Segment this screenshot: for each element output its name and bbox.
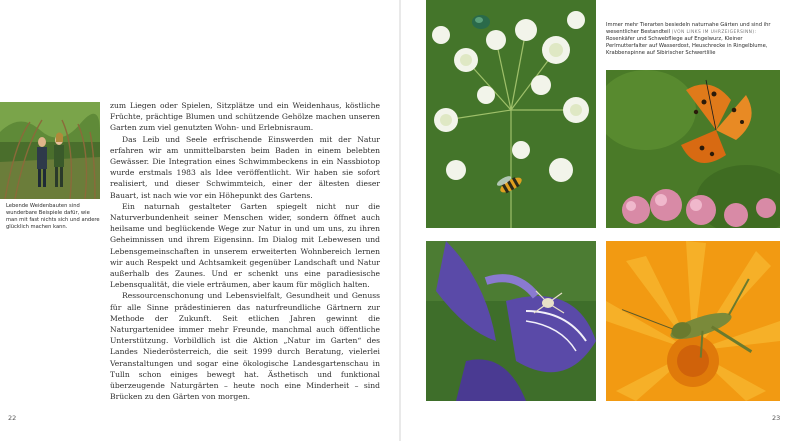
caption-intro: Immer mehr Tierarten besiedeln naturnahe Gärten und sind ihr wesentlicher Bestandteil bbox=[606, 22, 771, 35]
paragraph: Ressourcenschonung und Lebensvielfalt, Gesundheit und Genuss für alle Sinne prädestinieren das naturfreundliche Gärtnern zur Methode der Zukunft. Seit etlichen Jahren gewinnt die Naturgartenidee immer mehr Freunde, manchmal auch öffentliche Unterstützung. Vorbildlich ist die Aktion „Natur im Garten“ des Landes Niederösterreich, die seit 1999 durch Beratung, vielerlei Veranstaltungen und sogar eine ökologische Landesgartenschau in Tulln schon einiges bewegt hat. Ästhetisch und funktional überzeugende Naturgärten – heute noch eine Minderheit – sind Brücken zu den Gärten von morgen. bbox=[110, 291, 380, 402]
paragraph: zum Liegen oder Spielen, Sitzplätze und ein Weidenhaus, köstliche Früchte, prächtige Blumen und schützende Gehölze machen unseren Garten zum viel genutzten Wohn- und Erlebnisraum. bbox=[110, 101, 380, 133]
page-number-right: 23 bbox=[772, 414, 781, 422]
paragraph: Das Leib und Seele erfrischende Einswerden mit der Natur erfahren wir am unmittelbarsten beim Baden in einem belebten Gewässer. Die Integration eines Schwimmbeckens in ein Nassbiotop wurde erstmals 1983 als Idee veröffentlicht. Wir haben sie sofort realisiert, und dieser Schwimmteich, einer der ältesten dieser Bauart, ist nach wie vor ein Höhepunkt des Gartens. bbox=[110, 134, 380, 200]
hoverfly-angelica-photo bbox=[426, 0, 596, 228]
body-text bbox=[110, 100, 380, 402]
left-caption: Lebende Weidenbauten sind wunderbare Beispiele dafür, wie man mit fast nichts sich und andere glücklich machen kann. bbox=[6, 203, 100, 230]
right-caption bbox=[606, 22, 778, 57]
paragraph: Ein naturnah gestalteter Garten spiegelt nicht nur die Naturverbundenheit seiner Menschen wider, sondern öffnet auch heilsame und beglückende Wege zur Natur in und um uns, zu ihren Geheimnissen und ihrem Eigensinn. Im Dialog mit Lebewesen und Lebensgemeinschaften in unserem erweiterten Wohnbereich lernen wir auch Respekt und Achtsamkeit gegenüber Landschaft und Natur außerhalb des Zaunes. Und er schenkt uns eine paradiesische Lebensqualität, die viele erträumen, aber kaum für möglich halten. bbox=[110, 201, 380, 290]
willow-photo bbox=[0, 102, 100, 199]
gutter bbox=[399, 0, 401, 441]
page-number-left: 22 bbox=[8, 414, 17, 422]
iris-spider-photo bbox=[426, 241, 596, 401]
grasshopper-marigold-photo bbox=[606, 241, 780, 401]
caption-species: Rosenkäfer und Schwebfliege auf Engelwurz, Kleiner Perlmutterfalter auf Wasserdost, Heuschrecke in Ringelblume, Krabbenspinne auf Sibirischer Schwertlilie bbox=[606, 36, 768, 56]
caption-hint: (VON LINKS IM UHRZEIGERSINN): bbox=[671, 30, 757, 35]
butterfly-photo bbox=[606, 70, 780, 228]
